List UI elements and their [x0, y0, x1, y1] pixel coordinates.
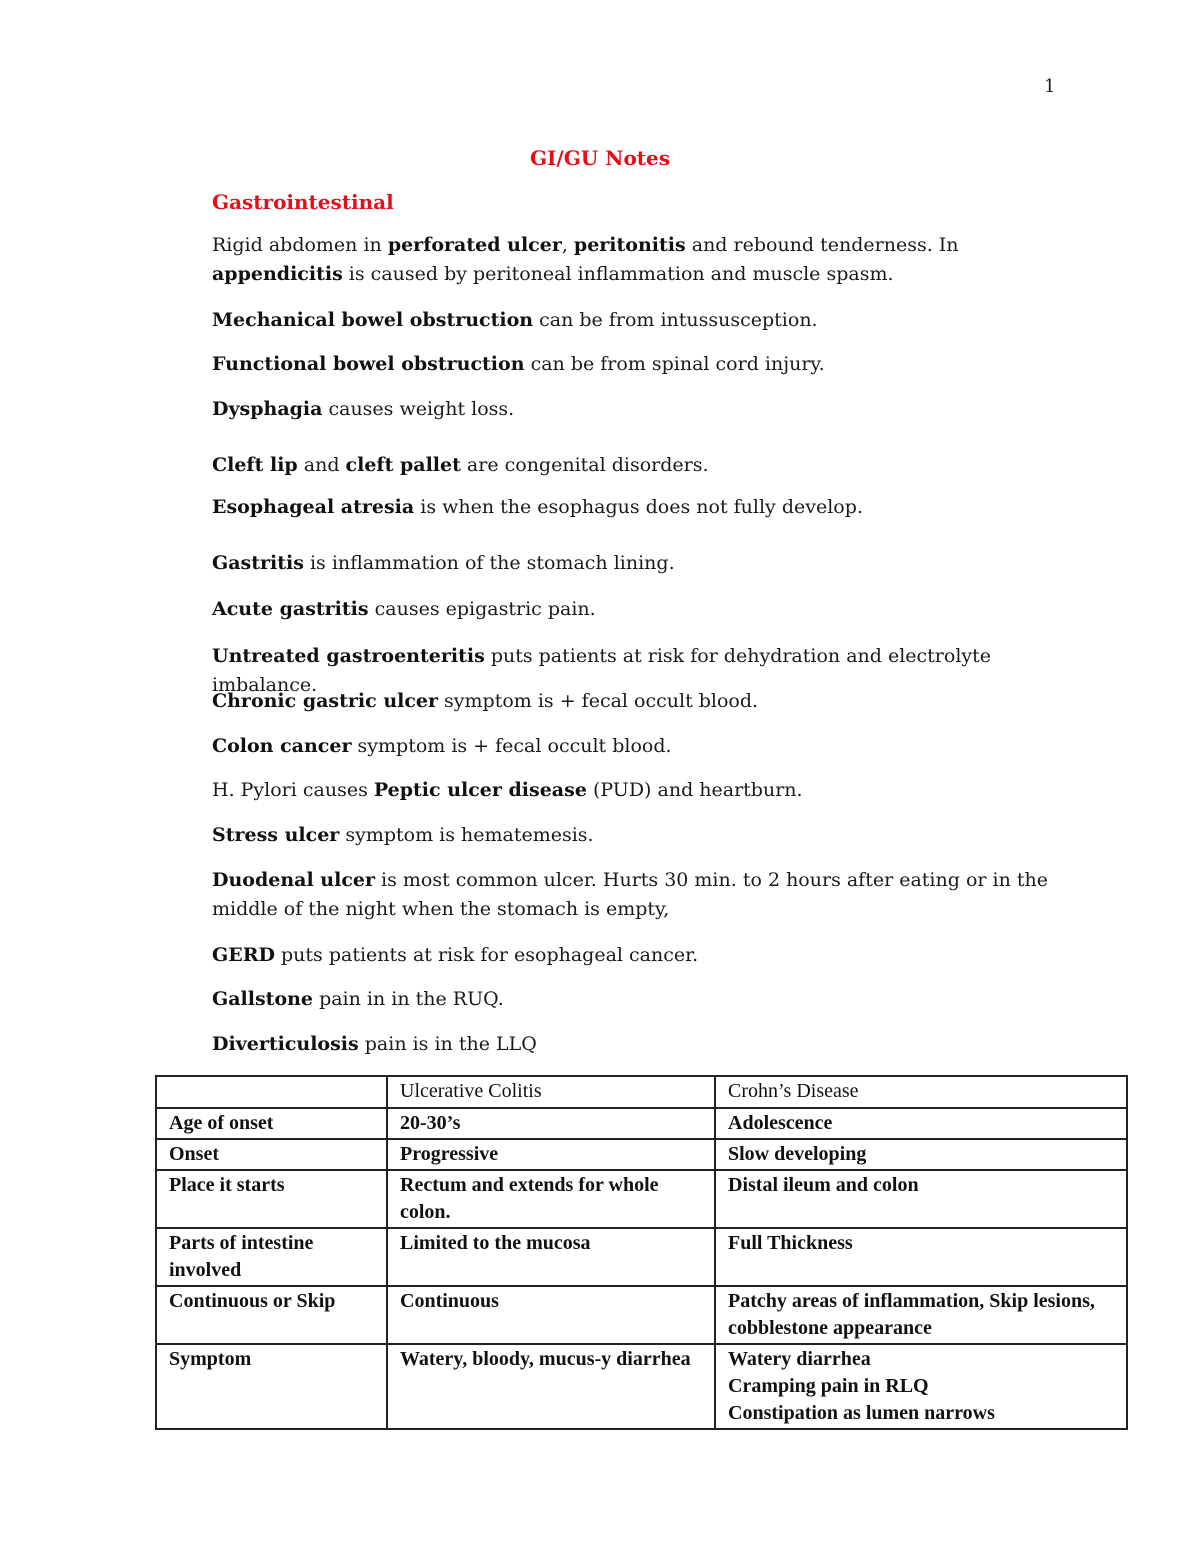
note-gallstone: Gallstone pain in in the RUQ.: [212, 988, 504, 1010]
table-row: [156, 1108, 1127, 1139]
note-esophageal-atresia: Esophageal atresia is when the esophagus does not fully develop.: [212, 496, 863, 518]
table-cell: Watery, bloody, mucus-y diarrhea: [387, 1344, 715, 1429]
note-mechanical-obstruction: Mechanical bowel obstruction can be from intussusception.: [212, 309, 818, 331]
note-rigid-abdomen: Rigid abdomen in perforated ulcer, peritonitis and rebound tenderness. In appendicitis is caused by peritoneal inflammation and muscle spasm.: [212, 234, 959, 285]
note-stress-ulcer: Stress ulcer symptom is hematemesis.: [212, 824, 594, 846]
table-header-row: [156, 1076, 1127, 1108]
table-cell: Slow developing: [715, 1139, 1127, 1170]
note-duodenal-ulcer: Duodenal ulcer is most common ulcer. Hurts 30 min. to 2 hours after eating or in the middle of the night when the stomach is empty,: [212, 869, 1048, 920]
table-cell: Adolescence: [715, 1108, 1127, 1139]
note-chronic-gastric-ulcer: Chronic gastric ulcer symptom is + fecal occult blood.: [212, 690, 759, 712]
note-dysphagia: Dysphagia causes weight loss.: [212, 398, 515, 420]
table-cell: 20-30’s: [387, 1108, 715, 1139]
table-cell: Continuous or Skip: [156, 1286, 387, 1344]
table-cell: Age of onset: [156, 1108, 387, 1139]
table-cell: Onset: [156, 1139, 387, 1170]
table-header-cell: [156, 1076, 387, 1108]
note-cleft: Cleft lip and cleft pallet are congenital disorders.: [212, 454, 709, 476]
term-appendicitis: appendicitis: [212, 263, 343, 285]
page-number: 1: [1044, 76, 1056, 97]
note-functional-obstruction: Functional bowel obstruction can be from spinal cord injury.: [212, 353, 825, 375]
symptom-line: Constipation as lumen narrows: [728, 1402, 995, 1424]
table-row: [156, 1286, 1127, 1344]
table-cell: Place it starts: [156, 1170, 387, 1228]
term-peritonitis: peritonitis: [573, 234, 686, 256]
table-cell: Parts of intestine involved: [156, 1228, 387, 1286]
table-row: [156, 1170, 1127, 1228]
table-row: [156, 1228, 1127, 1286]
note-gastroenteritis: Untreated gastroenteritis puts patients at risk for dehydration and electrolyte imbalance.: [212, 645, 992, 696]
section-heading: Gastrointestinal: [212, 190, 394, 214]
comparison-table: [155, 1075, 1128, 1430]
table-row: [156, 1344, 1127, 1429]
note-colon-cancer: Colon cancer symptom is + fecal occult blood.: [212, 735, 672, 757]
document-title: GI/GU Notes: [529, 146, 671, 170]
table-cell: Limited to the mucosa: [387, 1228, 715, 1286]
table-row: [156, 1139, 1127, 1170]
table-cell: Symptom: [156, 1344, 387, 1429]
note-acute-gastritis: Acute gastritis causes epigastric pain.: [212, 598, 596, 620]
note-gastritis: Gastritis is inflammation of the stomach lining.: [212, 552, 675, 574]
table-cell-symptom-crohns: [715, 1344, 1127, 1429]
table-cell: Patchy areas of inflammation, Skip lesions, cobblestone appearance: [715, 1286, 1127, 1344]
table-cell: Continuous: [387, 1286, 715, 1344]
note-gerd: GERD puts patients at risk for esophageal cancer.: [212, 944, 699, 966]
table-cell: Full Thickness: [715, 1228, 1127, 1286]
note-h-pylori: H. Pylori causes Peptic ulcer disease (PUD) and heartburn.: [212, 779, 803, 801]
symptom-line: Watery diarrhea: [728, 1348, 871, 1370]
table-header-cell: Ulcerative Colitis: [387, 1076, 715, 1108]
term-perforated-ulcer: perforated ulcer: [387, 234, 562, 256]
note-diverticulosis: Diverticulosis pain is in the LLQ: [212, 1033, 537, 1055]
table-header-cell: Crohn’s Disease: [715, 1076, 1127, 1108]
table-cell: Rectum and extends for whole colon.: [387, 1170, 715, 1228]
symptom-line: Cramping pain in RLQ: [728, 1375, 929, 1397]
table-cell: Progressive: [387, 1139, 715, 1170]
table-cell: Distal ileum and colon: [715, 1170, 1127, 1228]
